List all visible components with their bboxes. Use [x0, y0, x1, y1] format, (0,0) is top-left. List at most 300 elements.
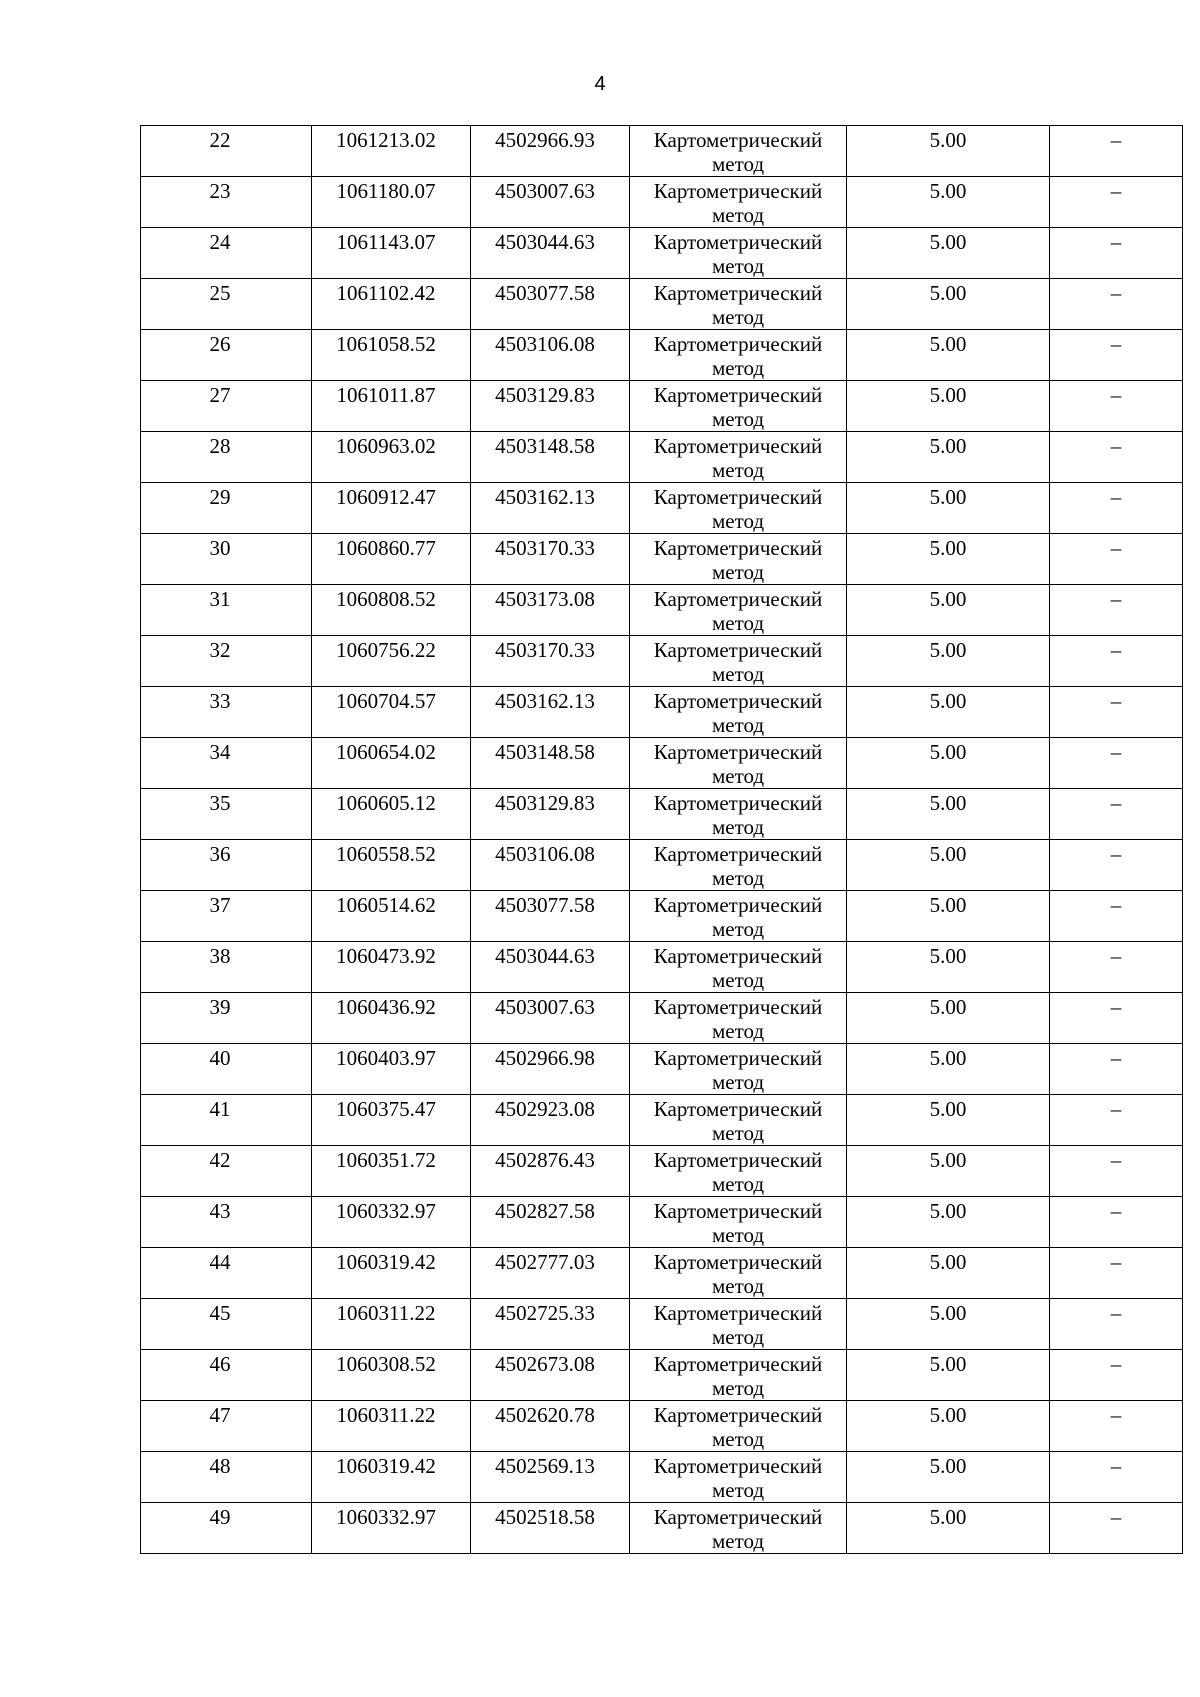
note-cell: [1050, 1401, 1183, 1452]
accuracy-cell: [847, 1350, 1050, 1401]
y-coordinate-cell: [471, 1146, 630, 1197]
note-cell-text: –: [1110, 1505, 1122, 1529]
point-number-cell-text: 41: [209, 1097, 231, 1121]
x-coordinate-cell: [312, 1350, 471, 1401]
method-cell: [630, 636, 847, 687]
x-coordinate-cell: [312, 1401, 471, 1452]
method-cell: [630, 789, 847, 840]
method-cell: [630, 228, 847, 279]
y-coordinate-cell: [471, 1350, 630, 1401]
coordinates-table-body: [141, 126, 1183, 1554]
method-cell-text: Картометрический метод: [653, 128, 823, 176]
accuracy-cell: [847, 687, 1050, 738]
x-coordinate-cell: [312, 891, 471, 942]
accuracy-cell-text: 5.00: [929, 638, 967, 662]
y-coordinate-cell: [471, 381, 630, 432]
method-cell-text: Картометрический метод: [653, 179, 823, 227]
method-cell: [630, 381, 847, 432]
method-cell: [630, 942, 847, 993]
table-row: [141, 330, 1183, 381]
point-number-cell: [141, 636, 312, 687]
accuracy-cell-text: 5.00: [929, 1352, 967, 1376]
point-number-cell: [141, 483, 312, 534]
point-number-cell-text: 26: [209, 332, 231, 356]
x-coordinate-cell-text: 1060311.22: [336, 1301, 436, 1325]
accuracy-cell-text: 5.00: [929, 230, 967, 254]
y-coordinate-cell-text: 4503170.33: [495, 638, 595, 662]
y-coordinate-cell: [471, 1452, 630, 1503]
table-row: [141, 891, 1183, 942]
y-coordinate-cell-text: 4503007.63: [495, 995, 595, 1019]
accuracy-cell-text: 5.00: [929, 1199, 967, 1223]
y-coordinate-cell: [471, 636, 630, 687]
x-coordinate-cell: [312, 789, 471, 840]
table-row: [141, 1299, 1183, 1350]
x-coordinate-cell-text: 1060912.47: [336, 485, 436, 509]
note-cell-text: –: [1110, 995, 1122, 1019]
x-coordinate-cell-text: 1060332.97: [336, 1505, 436, 1529]
note-cell-text: –: [1110, 740, 1122, 764]
method-cell-text: Картометрический метод: [653, 485, 823, 533]
method-cell-text: Картометрический метод: [653, 893, 823, 941]
note-cell-text: –: [1110, 638, 1122, 662]
note-cell: [1050, 891, 1183, 942]
x-coordinate-cell: [312, 993, 471, 1044]
y-coordinate-cell: [471, 1401, 630, 1452]
note-cell-text: –: [1110, 332, 1122, 356]
point-number-cell: [141, 330, 312, 381]
y-coordinate-cell-text: 4502569.13: [495, 1454, 595, 1478]
method-cell: [630, 585, 847, 636]
accuracy-cell: [847, 1503, 1050, 1554]
note-cell: [1050, 534, 1183, 585]
method-cell-text: Картометрический метод: [653, 1352, 823, 1400]
accuracy-cell-text: 5.00: [929, 1301, 967, 1325]
point-number-cell: [141, 942, 312, 993]
method-cell-text: Картометрический метод: [653, 332, 823, 380]
method-cell: [630, 1452, 847, 1503]
note-cell-text: –: [1110, 1352, 1122, 1376]
method-cell-text: Картометрический метод: [653, 434, 823, 482]
table-row: [141, 228, 1183, 279]
note-cell: [1050, 1146, 1183, 1197]
table-row: [141, 381, 1183, 432]
accuracy-cell: [847, 330, 1050, 381]
note-cell-text: –: [1110, 791, 1122, 815]
y-coordinate-cell-text: 4503106.08: [495, 332, 595, 356]
point-number-cell: [141, 1452, 312, 1503]
method-cell-text: Картометрический метод: [653, 383, 823, 431]
y-coordinate-cell: [471, 1299, 630, 1350]
accuracy-cell-text: 5.00: [929, 128, 967, 152]
point-number-cell-text: 36: [209, 842, 231, 866]
accuracy-cell: [847, 279, 1050, 330]
y-coordinate-cell: [471, 738, 630, 789]
x-coordinate-cell: [312, 636, 471, 687]
accuracy-cell-text: 5.00: [929, 281, 967, 305]
x-coordinate-cell-text: 1060308.52: [336, 1352, 436, 1376]
x-coordinate-cell: [312, 1452, 471, 1503]
note-cell: [1050, 228, 1183, 279]
y-coordinate-cell-text: 4503162.13: [495, 485, 595, 509]
point-number-cell-text: 35: [209, 791, 231, 815]
x-coordinate-cell-text: 1060808.52: [336, 587, 436, 611]
point-number-cell-text: 40: [209, 1046, 231, 1070]
x-coordinate-cell-text: 1060375.47: [336, 1097, 436, 1121]
y-coordinate-cell-text: 4503106.08: [495, 842, 595, 866]
page-number: 4: [594, 73, 606, 95]
method-cell-text: Картометрический метод: [653, 1454, 823, 1502]
x-coordinate-cell-text: 1060605.12: [336, 791, 436, 815]
note-cell-text: –: [1110, 230, 1122, 254]
accuracy-cell: [847, 1044, 1050, 1095]
point-number-cell-text: 48: [209, 1454, 231, 1478]
note-cell-text: –: [1110, 1148, 1122, 1172]
method-cell: [630, 177, 847, 228]
y-coordinate-cell-text: 4502827.58: [495, 1199, 595, 1223]
note-cell: [1050, 789, 1183, 840]
x-coordinate-cell: [312, 1146, 471, 1197]
method-cell-text: Картометрический метод: [653, 587, 823, 635]
x-coordinate-cell-text: 1061102.42: [336, 281, 436, 305]
y-coordinate-cell-text: 4502620.78: [495, 1403, 595, 1427]
accuracy-cell-text: 5.00: [929, 383, 967, 407]
y-coordinate-cell-text: 4503129.83: [495, 383, 595, 407]
point-number-cell: [141, 1044, 312, 1095]
method-cell-text: Картометрический метод: [653, 638, 823, 686]
x-coordinate-cell-text: 1060756.22: [336, 638, 436, 662]
y-coordinate-cell-text: 4503162.13: [495, 689, 595, 713]
x-coordinate-cell-text: 1060319.42: [336, 1250, 436, 1274]
method-cell: [630, 1197, 847, 1248]
point-number-cell-text: 27: [209, 383, 231, 407]
table-row: [141, 177, 1183, 228]
note-cell: [1050, 1299, 1183, 1350]
y-coordinate-cell-text: 4503148.58: [495, 740, 595, 764]
note-cell: [1050, 738, 1183, 789]
x-coordinate-cell-text: 1060403.97: [336, 1046, 436, 1070]
note-cell: [1050, 993, 1183, 1044]
y-coordinate-cell-text: 4503007.63: [495, 179, 595, 203]
accuracy-cell-text: 5.00: [929, 1403, 967, 1427]
x-coordinate-cell: [312, 126, 471, 177]
y-coordinate-cell-text: 4503077.58: [495, 893, 595, 917]
x-coordinate-cell: [312, 1197, 471, 1248]
note-cell-text: –: [1110, 1301, 1122, 1325]
method-cell: [630, 1044, 847, 1095]
table-row: [141, 1248, 1183, 1299]
x-coordinate-cell-text: 1060351.72: [336, 1148, 436, 1172]
accuracy-cell-text: 5.00: [929, 1148, 967, 1172]
note-cell-text: –: [1110, 179, 1122, 203]
x-coordinate-cell-text: 1060473.92: [336, 944, 436, 968]
point-number-cell: [141, 687, 312, 738]
x-coordinate-cell-text: 1061058.52: [336, 332, 436, 356]
accuracy-cell: [847, 789, 1050, 840]
table-row: [141, 1197, 1183, 1248]
accuracy-cell: [847, 483, 1050, 534]
method-cell-text: Картометрический метод: [653, 1505, 823, 1553]
note-cell: [1050, 279, 1183, 330]
method-cell: [630, 1401, 847, 1452]
note-cell-text: –: [1110, 587, 1122, 611]
accuracy-cell-text: 5.00: [929, 791, 967, 815]
accuracy-cell-text: 5.00: [929, 587, 967, 611]
point-number-cell-text: 44: [209, 1250, 231, 1274]
x-coordinate-cell: [312, 840, 471, 891]
point-number-cell: [141, 1350, 312, 1401]
point-number-cell: [141, 891, 312, 942]
accuracy-cell: [847, 891, 1050, 942]
x-coordinate-cell: [312, 432, 471, 483]
x-coordinate-cell: [312, 279, 471, 330]
y-coordinate-cell-text: 4503077.58: [495, 281, 595, 305]
point-number-cell-text: 47: [209, 1403, 231, 1427]
y-coordinate-cell-text: 4503044.63: [495, 944, 595, 968]
table-row: [141, 534, 1183, 585]
point-number-cell: [141, 381, 312, 432]
accuracy-cell-text: 5.00: [929, 1454, 967, 1478]
accuracy-cell-text: 5.00: [929, 740, 967, 764]
x-coordinate-cell: [312, 483, 471, 534]
y-coordinate-cell-text: 4502923.08: [495, 1097, 595, 1121]
method-cell-text: Картометрический метод: [653, 1148, 823, 1196]
table-row: [141, 1452, 1183, 1503]
accuracy-cell: [847, 1248, 1050, 1299]
note-cell: [1050, 381, 1183, 432]
y-coordinate-cell: [471, 228, 630, 279]
table-row: [141, 942, 1183, 993]
method-cell: [630, 126, 847, 177]
point-number-cell: [141, 126, 312, 177]
note-cell-text: –: [1110, 1403, 1122, 1427]
accuracy-cell: [847, 432, 1050, 483]
x-coordinate-cell: [312, 330, 471, 381]
accuracy-cell-text: 5.00: [929, 893, 967, 917]
note-cell-text: –: [1110, 1250, 1122, 1274]
note-cell: [1050, 1503, 1183, 1554]
table-row: [141, 1044, 1183, 1095]
y-coordinate-cell-text: 4502518.58: [495, 1505, 595, 1529]
x-coordinate-cell: [312, 687, 471, 738]
accuracy-cell: [847, 534, 1050, 585]
point-number-cell: [141, 1299, 312, 1350]
x-coordinate-cell-text: 1060311.22: [336, 1403, 436, 1427]
x-coordinate-cell-text: 1060319.42: [336, 1454, 436, 1478]
accuracy-cell-text: 5.00: [929, 485, 967, 509]
table-row: [141, 1146, 1183, 1197]
note-cell: [1050, 432, 1183, 483]
note-cell-text: –: [1110, 689, 1122, 713]
note-cell: [1050, 1197, 1183, 1248]
note-cell: [1050, 177, 1183, 228]
method-cell-text: Картометрический метод: [653, 1250, 823, 1298]
y-coordinate-cell-text: 4503129.83: [495, 791, 595, 815]
table-row: [141, 687, 1183, 738]
point-number-cell-text: 37: [209, 893, 231, 917]
method-cell: [630, 1248, 847, 1299]
accuracy-cell: [847, 381, 1050, 432]
table-row: [141, 126, 1183, 177]
x-coordinate-cell: [312, 1044, 471, 1095]
accuracy-cell: [847, 993, 1050, 1044]
y-coordinate-cell: [471, 432, 630, 483]
x-coordinate-cell: [312, 228, 471, 279]
note-cell: [1050, 687, 1183, 738]
y-coordinate-cell-text: 4503148.58: [495, 434, 595, 458]
accuracy-cell: [847, 126, 1050, 177]
method-cell-text: Картометрический метод: [653, 1046, 823, 1094]
note-cell: [1050, 1095, 1183, 1146]
point-number-cell: [141, 1401, 312, 1452]
point-number-cell-text: 22: [209, 128, 231, 152]
accuracy-cell: [847, 1146, 1050, 1197]
table-row: [141, 432, 1183, 483]
y-coordinate-cell-text: 4503044.63: [495, 230, 595, 254]
accuracy-cell-text: 5.00: [929, 842, 967, 866]
point-number-cell-text: 34: [209, 740, 231, 764]
note-cell: [1050, 126, 1183, 177]
point-number-cell: [141, 432, 312, 483]
table-row: [141, 279, 1183, 330]
point-number-cell: [141, 738, 312, 789]
y-coordinate-cell: [471, 585, 630, 636]
accuracy-cell-text: 5.00: [929, 434, 967, 458]
table-row: [141, 840, 1183, 891]
accuracy-cell: [847, 942, 1050, 993]
accuracy-cell-text: 5.00: [929, 995, 967, 1019]
accuracy-cell: [847, 1095, 1050, 1146]
y-coordinate-cell-text: 4502673.08: [495, 1352, 595, 1376]
method-cell-text: Картометрический метод: [653, 791, 823, 839]
accuracy-cell: [847, 738, 1050, 789]
method-cell-text: Картометрический метод: [653, 230, 823, 278]
table-row: [141, 636, 1183, 687]
point-number-cell: [141, 177, 312, 228]
x-coordinate-cell-text: 1061213.02: [336, 128, 436, 152]
note-cell-text: –: [1110, 944, 1122, 968]
accuracy-cell-text: 5.00: [929, 536, 967, 560]
y-coordinate-cell: [471, 942, 630, 993]
accuracy-cell-text: 5.00: [929, 1250, 967, 1274]
accuracy-cell-text: 5.00: [929, 332, 967, 356]
method-cell: [630, 1350, 847, 1401]
table-row: [141, 993, 1183, 1044]
note-cell: [1050, 942, 1183, 993]
note-cell: [1050, 585, 1183, 636]
accuracy-cell: [847, 585, 1050, 636]
x-coordinate-cell: [312, 381, 471, 432]
point-number-cell-text: 43: [209, 1199, 231, 1223]
point-number-cell-text: 45: [209, 1301, 231, 1325]
y-coordinate-cell: [471, 279, 630, 330]
accuracy-cell: [847, 177, 1050, 228]
method-cell: [630, 279, 847, 330]
y-coordinate-cell-text: 4502876.43: [495, 1148, 595, 1172]
x-coordinate-cell-text: 1060332.97: [336, 1199, 436, 1223]
point-number-cell: [141, 1503, 312, 1554]
note-cell-text: –: [1110, 1199, 1122, 1223]
note-cell-text: –: [1110, 1454, 1122, 1478]
accuracy-cell-text: 5.00: [929, 1046, 967, 1070]
x-coordinate-cell: [312, 1503, 471, 1554]
note-cell: [1050, 636, 1183, 687]
method-cell-text: Картометрический метод: [653, 689, 823, 737]
point-number-cell: [141, 789, 312, 840]
point-number-cell-text: 29: [209, 485, 231, 509]
y-coordinate-cell-text: 4502777.03: [495, 1250, 595, 1274]
y-coordinate-cell: [471, 789, 630, 840]
x-coordinate-cell: [312, 585, 471, 636]
point-number-cell: [141, 585, 312, 636]
coordinates-table: [140, 125, 1183, 1554]
point-number-cell-text: 46: [209, 1352, 231, 1376]
y-coordinate-cell: [471, 330, 630, 381]
y-coordinate-cell-text: 4502966.93: [495, 128, 595, 152]
table-row: [141, 738, 1183, 789]
y-coordinate-cell: [471, 840, 630, 891]
point-number-cell: [141, 1146, 312, 1197]
method-cell-text: Картометрический метод: [653, 740, 823, 788]
note-cell-text: –: [1110, 485, 1122, 509]
table-row: [141, 789, 1183, 840]
table-row: [141, 1350, 1183, 1401]
table-row: [141, 1095, 1183, 1146]
point-number-cell: [141, 1248, 312, 1299]
method-cell-text: Картометрический метод: [653, 842, 823, 890]
note-cell-text: –: [1110, 434, 1122, 458]
x-coordinate-cell-text: 1060963.02: [336, 434, 436, 458]
note-cell: [1050, 1044, 1183, 1095]
accuracy-cell: [847, 1401, 1050, 1452]
point-number-cell-text: 28: [209, 434, 231, 458]
note-cell-text: –: [1110, 383, 1122, 407]
method-cell-text: Картометрический метод: [653, 536, 823, 584]
method-cell: [630, 891, 847, 942]
y-coordinate-cell: [471, 483, 630, 534]
table-row: [141, 1401, 1183, 1452]
method-cell-text: Картометрический метод: [653, 1199, 823, 1247]
point-number-cell-text: 25: [209, 281, 231, 305]
x-coordinate-cell-text: 1061011.87: [336, 383, 436, 407]
point-number-cell-text: 30: [209, 536, 231, 560]
method-cell: [630, 738, 847, 789]
method-cell: [630, 840, 847, 891]
note-cell: [1050, 1248, 1183, 1299]
x-coordinate-cell-text: 1060558.52: [336, 842, 436, 866]
note-cell-text: –: [1110, 128, 1122, 152]
point-number-cell: [141, 993, 312, 1044]
x-coordinate-cell: [312, 1095, 471, 1146]
accuracy-cell: [847, 1452, 1050, 1503]
accuracy-cell: [847, 636, 1050, 687]
y-coordinate-cell-text: 4503170.33: [495, 536, 595, 560]
note-cell: [1050, 330, 1183, 381]
y-coordinate-cell: [471, 1248, 630, 1299]
y-coordinate-cell: [471, 534, 630, 585]
note-cell-text: –: [1110, 1097, 1122, 1121]
method-cell: [630, 687, 847, 738]
accuracy-cell: [847, 840, 1050, 891]
x-coordinate-cell-text: 1060704.57: [336, 689, 436, 713]
x-coordinate-cell: [312, 1299, 471, 1350]
x-coordinate-cell-text: 1060860.77: [336, 536, 436, 560]
point-number-cell: [141, 1197, 312, 1248]
method-cell-text: Картометрический метод: [653, 1097, 823, 1145]
y-coordinate-cell: [471, 1095, 630, 1146]
note-cell-text: –: [1110, 1046, 1122, 1070]
point-number-cell: [141, 534, 312, 585]
